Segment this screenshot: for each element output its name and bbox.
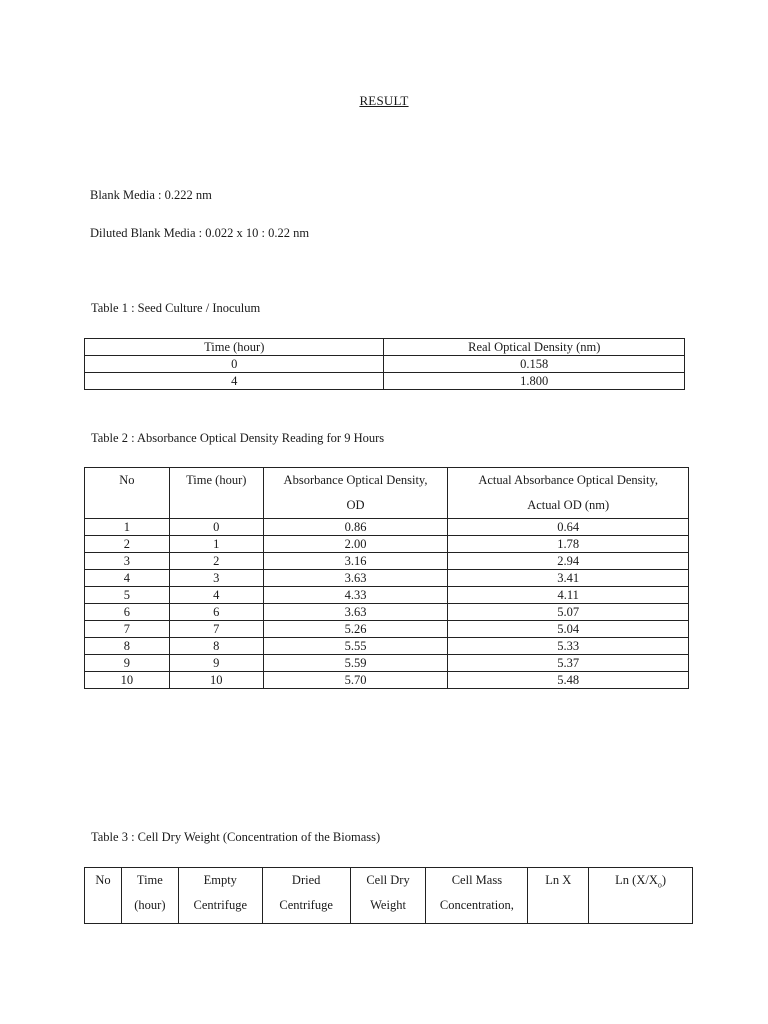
header-line [589, 868, 692, 898]
table-cell: 3.63 [263, 604, 448, 621]
blank-media-text: Blank Media : 0.222 nm [90, 188, 212, 202]
table-cell: 4 [85, 373, 384, 390]
header-line: OD [346, 498, 365, 512]
table3-caption: Table 3 : Cell Dry Weight (Concentration of the Biomass) [91, 830, 381, 844]
table-cell: 5.48 [448, 672, 689, 689]
table-row [85, 519, 689, 536]
table-row [85, 536, 689, 553]
table-cell: 5.55 [263, 638, 448, 655]
table-cell: 2.94 [448, 553, 689, 570]
header-line: (hour) [134, 898, 166, 912]
table-header-row [85, 468, 689, 519]
table-cell: 5.07 [448, 604, 689, 621]
table-row [85, 587, 689, 604]
table-cell: 1 [169, 536, 263, 553]
table-cell: 6 [169, 604, 263, 621]
column-header [121, 868, 178, 924]
table-row [85, 570, 689, 587]
ln-ratio-close: ) [661, 873, 667, 887]
header-line: Absorbance Optical Density, [283, 473, 428, 487]
table-header-row [85, 339, 685, 356]
header-line: Cell Dry [366, 873, 410, 887]
column-header [178, 868, 262, 924]
column-header [85, 468, 170, 519]
table-cell: 5.04 [448, 621, 689, 638]
table-cell: 0.86 [263, 519, 448, 536]
table-cell: 5.26 [263, 621, 448, 638]
table-cell: 8 [169, 638, 263, 655]
table-cell: 1.78 [448, 536, 689, 553]
column-header [262, 868, 350, 924]
table-row [85, 553, 689, 570]
table-cell: 4 [85, 570, 170, 587]
subscript-o: o [657, 880, 662, 890]
table-cell: 5.59 [263, 655, 448, 672]
table-cell: 5.37 [448, 655, 689, 672]
table-cell: 4.11 [448, 587, 689, 604]
column-header: Time (hour) [85, 339, 384, 356]
header-line: Weight [370, 898, 406, 912]
table-cell: 7 [169, 621, 263, 638]
table-row [85, 638, 689, 655]
table-cell: 0 [85, 356, 384, 373]
table-cell: 1.800 [384, 373, 685, 390]
column-header [85, 868, 122, 924]
table-row [85, 672, 689, 689]
table-cell: 9 [169, 655, 263, 672]
diluted-blank-media-text: Diluted Blank Media : 0.022 x 10 : 0.22 nm [90, 226, 310, 240]
header-line: Concentration, [439, 898, 514, 912]
table-cell: 3 [169, 570, 263, 587]
column-header [426, 868, 528, 924]
table-cell: 9 [85, 655, 170, 672]
header-line: No [95, 873, 111, 887]
header-line: Dried [291, 873, 321, 887]
table-cell: 8 [85, 638, 170, 655]
table-header-row [85, 868, 693, 924]
table-cell: 3.63 [263, 570, 448, 587]
table-cell: 2 [169, 553, 263, 570]
header-line: Ln X [545, 873, 572, 887]
header-line: Centrifuge [279, 898, 333, 912]
table-cell: 0.64 [448, 519, 689, 536]
table-row [85, 373, 685, 390]
table-row [85, 655, 689, 672]
header-line: Cell Mass [451, 873, 503, 887]
table-cell: 10 [85, 672, 170, 689]
table-cell: 1 [85, 519, 170, 536]
table-cell: 5.33 [448, 638, 689, 655]
table-cell: 5 [85, 587, 170, 604]
table-cell: 3 [85, 553, 170, 570]
column-header [350, 868, 426, 924]
table-row [85, 621, 689, 638]
seed-culture-table [84, 338, 685, 390]
table-cell: 5.70 [263, 672, 448, 689]
column-header [169, 468, 263, 519]
page-title: RESULT [359, 93, 409, 108]
absorbance-table-body [85, 519, 689, 689]
header-line: Actual Absorbance Optical Density, [478, 473, 659, 487]
table-cell: 2 [85, 536, 170, 553]
table-cell: 4.33 [263, 587, 448, 604]
header-line: Time (hour) [186, 473, 247, 487]
table1-caption: Table 1 : Seed Culture / Inoculum [91, 301, 261, 315]
table-cell: 6 [85, 604, 170, 621]
table-row [85, 604, 689, 621]
table-row [85, 356, 685, 373]
table-cell: 7 [85, 621, 170, 638]
header-line: Actual OD (nm) [527, 498, 610, 512]
header-line: Time [136, 873, 163, 887]
table-cell: 4 [169, 587, 263, 604]
header-line: Centrifuge [193, 898, 247, 912]
ln-ratio-label: Ln (X/X [615, 873, 658, 887]
table2-caption: Table 2 : Absorbance Optical Density Reading for 9 Hours [91, 431, 385, 445]
table-cell: 0 [169, 519, 263, 536]
table-cell: 2.00 [263, 536, 448, 553]
header-line: No [119, 473, 135, 487]
table-cell: 3.41 [448, 570, 689, 587]
column-header [263, 468, 448, 519]
header-line: Empty [203, 873, 237, 887]
column-header [589, 868, 693, 924]
cell-dry-weight-table [84, 867, 693, 924]
column-header [528, 868, 589, 924]
table-cell: 3.16 [263, 553, 448, 570]
column-header: Real Optical Density (nm) [384, 339, 685, 356]
table-cell: 10 [169, 672, 263, 689]
absorbance-table [84, 467, 689, 689]
column-header [448, 468, 689, 519]
table-cell: 0.158 [384, 356, 685, 373]
